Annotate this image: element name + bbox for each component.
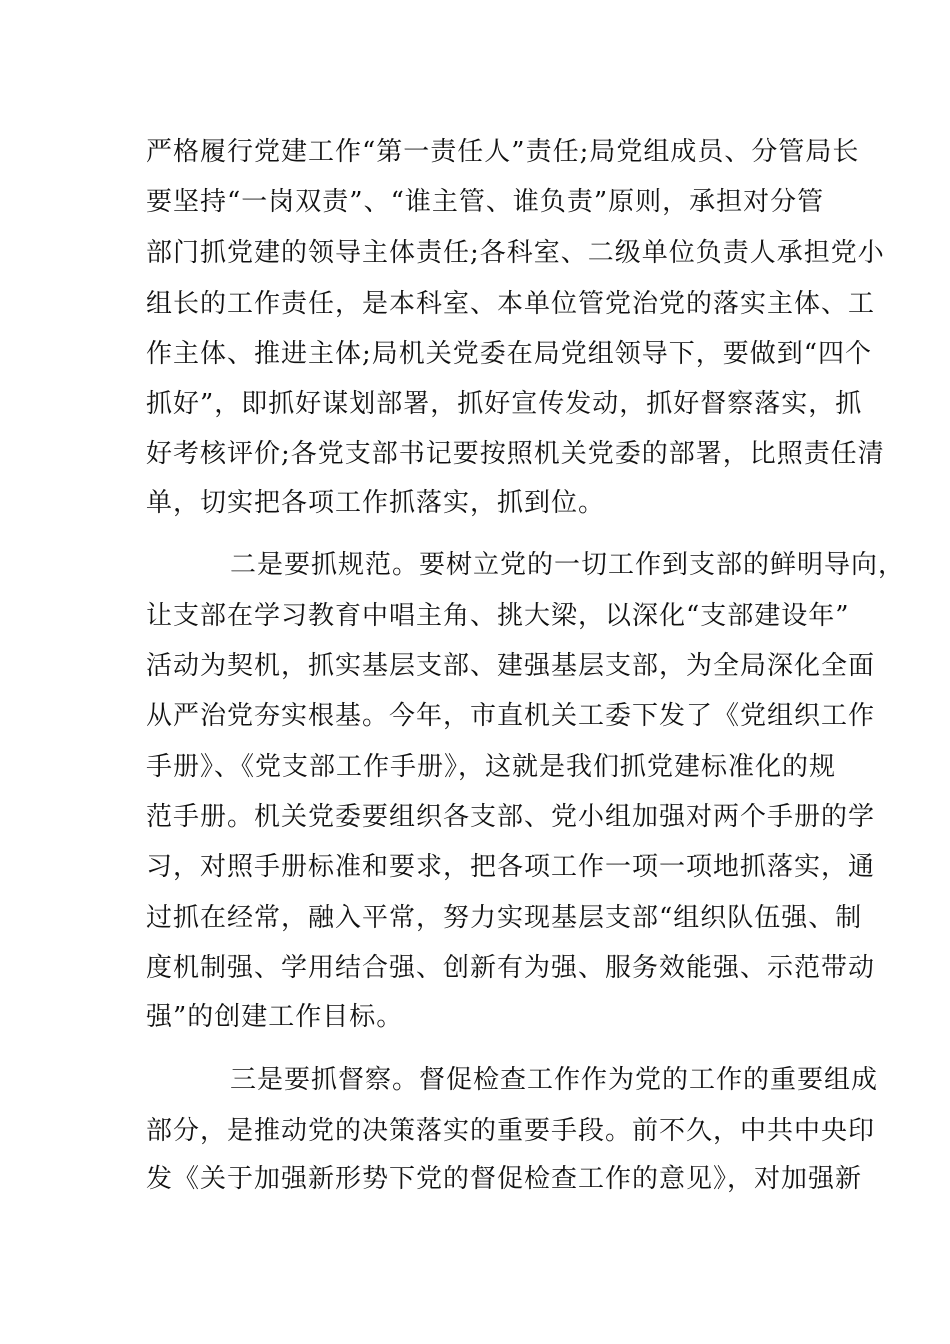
paragraph-2-line-3: 活动为契机，抓实基层支部、建强基层支部，为全局深化全面 (146, 651, 876, 681)
paragraph-1-line-6: 抓好”，即抓好谋划部署，抓好宣传发动，抓好督察落实，抓 (146, 389, 863, 419)
paragraph-2-line-10: 强”的创建工作目标。 (146, 1002, 404, 1032)
paragraph-1-line-5: 作主体、推进主体;局机关党委在局党组领导下，要做到“四个 (146, 339, 873, 369)
paragraph-2-line-7: 习，对照手册标准和要求，把各项工作一项一项地抓落实，通 (146, 852, 876, 882)
paragraph-3-line-2: 部分，是推动党的决策落实的重要手段。前不久，中共中央印 (146, 1116, 876, 1146)
paragraph-1-line-4: 组长的工作责任，是本科室、本单位管党治党的落实主体、工 (146, 289, 876, 319)
paragraph-2-line-2: 让支部在学习教育中唱主角、挑大梁，以深化“支部建设年” (146, 601, 850, 631)
paragraph-1-line-3: 部门抓党建的领导主体责任;各科室、二级单位负责人承担党小 (146, 238, 885, 268)
paragraph-2-line-8: 过抓在经常，融入平常，努力实现基层支部“组织队伍强、制 (146, 903, 863, 933)
paragraph-1-line-7: 好考核评价;各党支部书记要按照机关党委的部署，比照责任清 (146, 439, 885, 469)
paragraph-1-line-2: 要坚持“一岗双责”、“谁主管、谁负责”原则，承担对分管 (146, 187, 825, 217)
paragraph-3-line-3: 发《关于加强新形势下党的督促检查工作的意见》，对加强新 (146, 1164, 863, 1194)
paragraph-2-line-9: 度机制强、学用结合强、创新有为强、服务效能强、示范带动 (146, 953, 876, 983)
paragraph-2-line-5: 手册》、《党支部工作手册》，这就是我们抓党建标准化的规 (146, 752, 837, 782)
paragraph-1-line-1: 严格履行党建工作“第一责任人”责任;局党组成员、分管局长 (146, 137, 860, 167)
paragraph-2-line-1: 二是要抓规范。要树立党的一切工作到支部的鲜明导向， (230, 550, 906, 580)
paragraph-1-line-8: 单，切实把各项工作抓落实，抓到位。 (146, 488, 606, 518)
paragraph-3-line-1: 三是要抓督察。督促检查工作作为党的工作的重要组成 (230, 1065, 879, 1095)
paragraph-2-line-4: 从严治党夯实根基。今年，市直机关工委下发了《党组织工作 (146, 701, 876, 731)
paragraph-2-line-6: 范手册。机关党委要组织各支部、党小组加强对两个手册的学 (146, 802, 876, 832)
